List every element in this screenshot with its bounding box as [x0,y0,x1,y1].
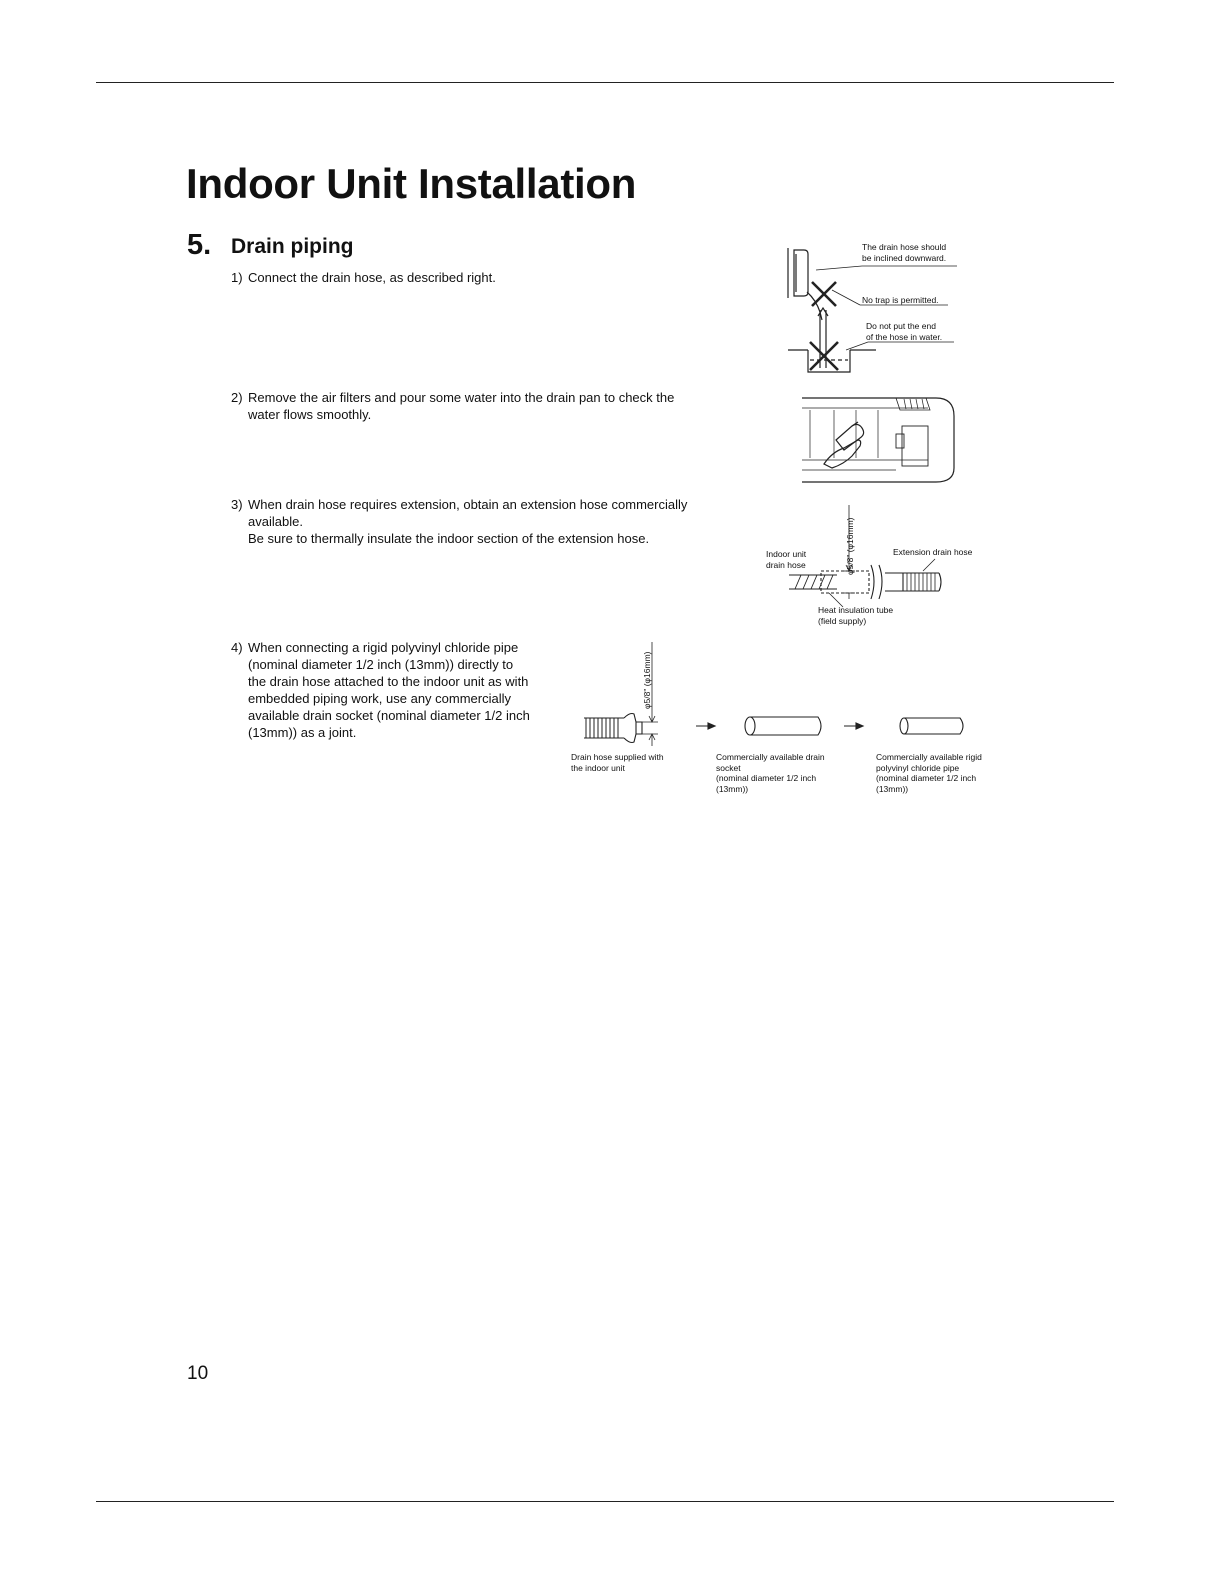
break-mark [871,565,882,599]
step-4-number: 4) [231,640,243,655]
bottom-rule [96,1501,1114,1502]
drain-socket-joint-figure [578,640,978,750]
step-1-number: 1) [231,270,243,285]
hand-drawing [824,440,861,468]
top-rule [96,82,1114,83]
step-3-number: 3) [231,497,243,512]
pvc-pipe-label: Commercially available rigid polyvinyl chloride pipe (nominal diameter 1/2 inch (13mm)) [876,752,982,794]
extension-hose-figure [785,503,985,618]
step-3-line-2: available. [248,514,303,529]
page-number: 10 [187,1363,209,1384]
step-2-number: 2) [231,390,243,405]
step-4-line-3: the drain hose attached to the indoor unit as with [248,674,529,689]
drain-socket-label: Commercially available drain socket (nominal diameter 1/2 inch (13mm)) [716,752,825,794]
step-3-line-1: When drain hose requires extension, obtain an extension hose commercially [248,497,688,512]
step-2-line-1: Remove the air filters and pour some water into the drain pan to check the [248,390,675,405]
arrow-icon [696,723,715,729]
no-water-label: Do not put the end of the hose in water. [866,321,943,342]
step-3-line-3: Be sure to thermally insulate the indoor section of the extension hose. [248,531,650,546]
extension-drain-hose [885,573,941,591]
no-trap-cross-icon [812,282,836,306]
pvc-pipe [900,718,963,734]
step-1 [231,269,496,286]
wall-unit-drawing [788,248,808,298]
supplied-drain-hose [584,714,642,743]
step-4-line-6: (13mm)) as a joint. [248,725,357,740]
section-number: 5. [187,229,212,261]
step-4-line-1: When connecting a rigid polyvinyl chloride pipe [248,640,519,655]
arrow-icon [844,723,863,729]
page-title: Indoor Unit Installation [186,160,637,207]
water-basin [788,350,876,372]
no-trap-label: No trap is permitted. [862,295,939,305]
extension-hose-label: Extension drain hose [893,547,973,557]
drain-pan-check-figure [796,390,961,485]
insulation-label: Heat insulation tube (field supply) [818,605,894,626]
supplied-hose-label: Drain hose supplied with the indoor unit [571,752,664,773]
step-1-line-1: Connect the drain hose, as described right. [248,270,496,285]
step-4-line-4: embedded piping work, use any commercially [248,691,512,706]
socket-dimension-label: φ5/8" (φ16mm) [642,651,652,709]
step-4-line-5: available drain socket (nominal diameter 1/2 inch [248,708,530,723]
step-3 [231,496,687,547]
extension-dimension-label: φ5/8" (φ16mm) [845,517,855,575]
step-4-line-2: (nominal diameter 1/2 inch (13mm)) directly to [248,657,514,672]
inclined-label: The drain hose should be inclined downward. [862,242,947,263]
section-title: Drain piping [231,235,354,258]
step-2 [231,389,674,423]
no-water-cross-icon [810,342,838,370]
step-2-line-2: water flows smoothly. [248,407,372,422]
indoor-hose-label: Indoor unit drain hose [766,549,807,570]
step-4 [231,639,530,741]
drain-socket [745,717,821,735]
indoor-drain-hose [789,575,837,589]
